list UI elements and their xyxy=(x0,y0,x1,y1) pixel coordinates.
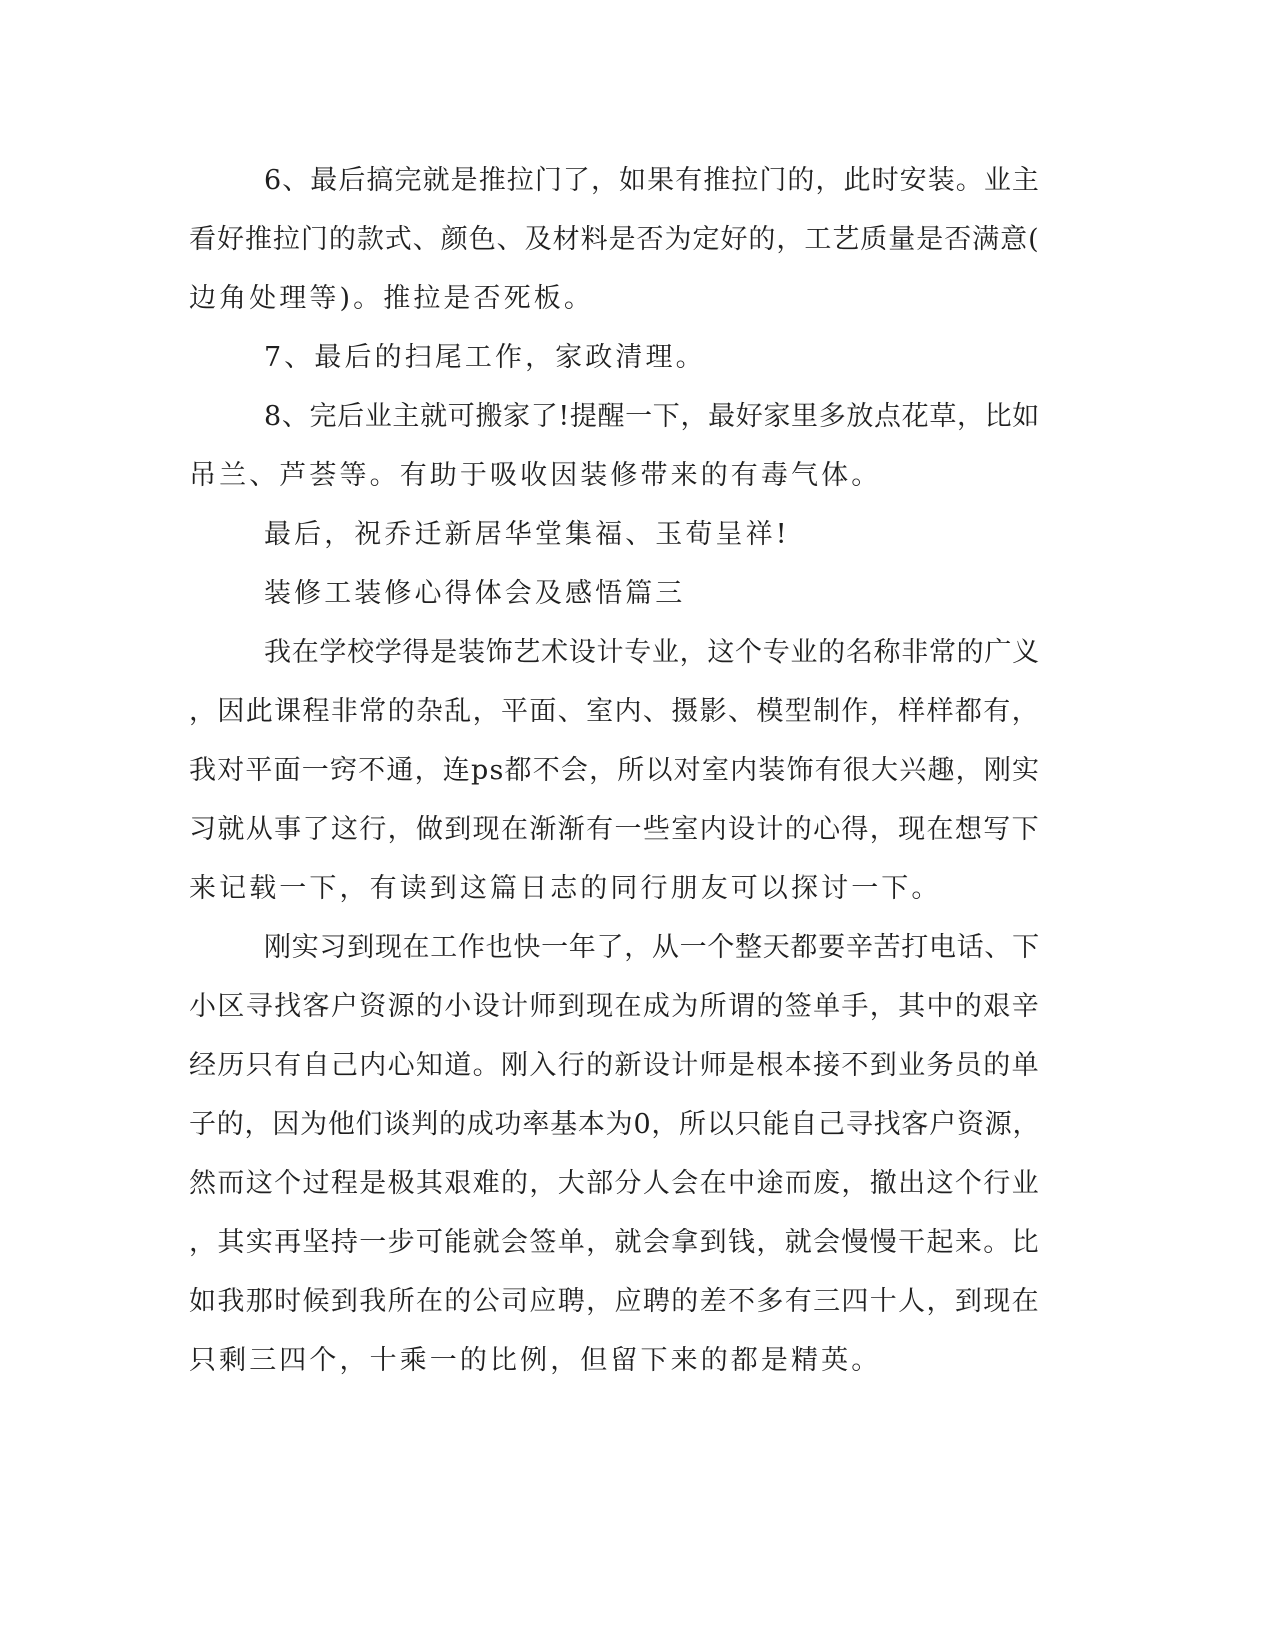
paragraph-6-line-2: 看好推拉门的款式、颜色、及材料是否为定好的，工艺质量是否满意( xyxy=(189,224,1040,255)
paragraph-8-line-2: 吊兰、芦荟等。有助于吸收因装修带来的有毒气体。 xyxy=(189,460,882,491)
closing-wish: 最后，祝乔迁新居华堂集福、玉荀呈祥! xyxy=(264,519,790,550)
section-heading: 装修工装修心得体会及感悟篇三 xyxy=(264,578,686,609)
paragraph-experience-line-3: 经历只有自己内心知道。刚入行的新设计师是根本接不到业务员的单 xyxy=(189,1050,1040,1081)
paragraph-experience-line-6: ，其实再坚持一步可能就会签单，就会拿到钱，就会慢慢干起来。比 xyxy=(189,1227,1040,1258)
paragraph-experience-line-2: 小区寻找客户资源的小设计师到现在成为所谓的签单手，其中的艰辛 xyxy=(189,991,1040,1022)
paragraph-experience-line-8: 只剩三四个，十乘一的比例，但留下来的都是精英。 xyxy=(189,1345,882,1376)
paragraph-intro-line-5: 来记载一下，有读到这篇日志的同行朋友可以探讨一下。 xyxy=(189,873,942,904)
paragraph-intro-line-1: 我在学校学得是装饰艺术设计专业，这个专业的名称非常的广义 xyxy=(264,637,1040,668)
paragraph-6-line-1: 6、最后搞完就是推拉门了，如果有推拉门的，此时安装。业主 xyxy=(264,165,1040,196)
paragraph-experience-line-1: 刚实习到现在工作也快一年了，从一个整天都要辛苦打电话、下 xyxy=(264,932,1040,963)
paragraph-experience-line-5: 然而这个过程是极其艰难的，大部分人会在中途而废，撤出这个行业 xyxy=(189,1168,1040,1199)
paragraph-experience-line-7: 如我那时候到我所在的公司应聘，应聘的差不多有三四十人，到现在 xyxy=(189,1286,1040,1317)
paragraph-experience-line-4: 子的，因为他们谈判的成功率基本为0，所以只能自己寻找客户资源， xyxy=(189,1109,1041,1140)
paragraph-intro-line-2: ，因此课程非常的杂乱，平面、室内、摄影、模型制作，样样都有， xyxy=(189,696,1040,727)
paragraph-7: 7、最后的扫尾工作，家政清理。 xyxy=(264,342,706,373)
paragraph-6-line-3: 边角处理等)。推拉是否死板。 xyxy=(189,283,594,314)
paragraph-8-line-1: 8、完后业主就可搬家了!提醒一下，最好家里多放点花草，比如 xyxy=(264,401,1040,432)
paragraph-intro-line-3: 我对平面一窍不通，连ps都不会，所以对室内装饰有很大兴趣，刚实 xyxy=(189,755,1041,786)
paragraph-intro-line-4: 习就从事了这行，做到现在渐渐有一些室内设计的心得，现在想写下 xyxy=(189,814,1040,845)
